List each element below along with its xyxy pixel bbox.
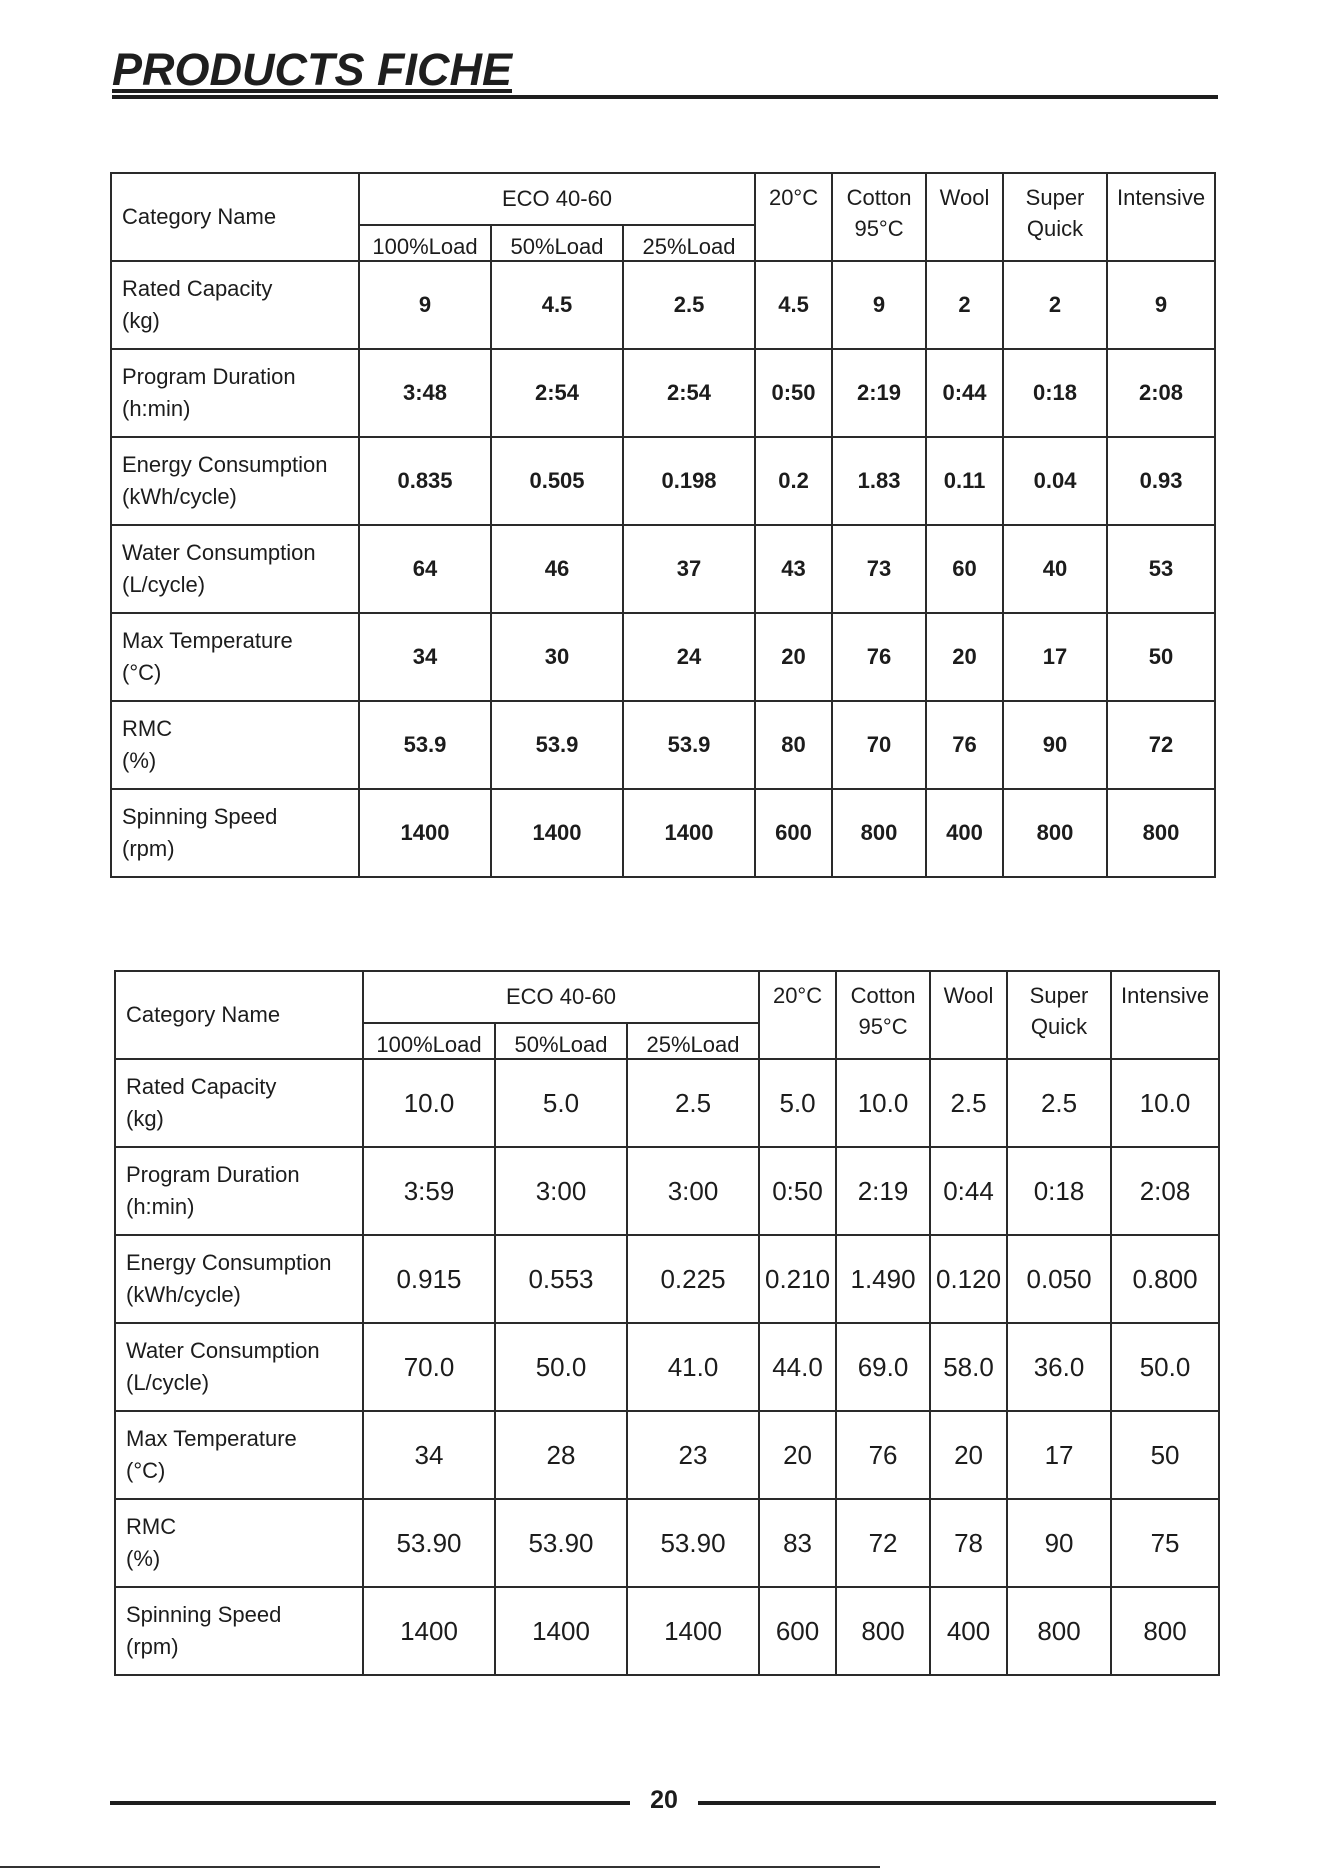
table-cell: 1400 [623,789,755,877]
table-cell: 2 [1003,261,1107,349]
table-row [115,1499,1219,1587]
row-label-line: (rpm) [126,1634,179,1659]
table-cell: 800 [832,789,926,877]
table-cell: 1400 [359,789,491,877]
table-cell: 58.0 [930,1323,1007,1411]
program-header [759,971,836,1059]
table-row [115,1059,1219,1147]
load-header: 100%Load [363,1023,495,1059]
footer-rule-right [698,1801,1216,1805]
row-label [111,349,359,437]
table-cell: 73 [832,525,926,613]
table-cell: 44.0 [759,1323,836,1411]
load-header: 50%Load [491,225,623,261]
table-row [115,1411,1219,1499]
row-label-line: RMC [122,716,173,741]
category-name-header: Category Name [111,173,359,261]
table-cell: 53.9 [623,701,755,789]
table-row [111,437,1215,525]
page-bottom-edge [0,1866,880,1868]
table-cell: 3:48 [359,349,491,437]
table-cell: 4.5 [491,261,623,349]
program-header-line: Cotton [846,185,912,210]
row-label-line: (%) [126,1546,161,1571]
table-row [111,525,1215,613]
table-cell: 2.5 [627,1059,759,1147]
table-cell: 43 [755,525,832,613]
table-cell: 5.0 [759,1059,836,1147]
program-header [832,173,926,261]
table-cell: 0.04 [1003,437,1107,525]
table-row [111,613,1215,701]
table-cell: 23 [627,1411,759,1499]
row-label-line: Water Consumption [122,540,316,565]
table-cell: 17 [1003,613,1107,701]
table-cell: 90 [1003,701,1107,789]
table-cell: 40 [1003,525,1107,613]
table-row [115,1235,1219,1323]
table-cell: 64 [359,525,491,613]
row-label-line: (kWh/cycle) [122,484,237,509]
table-cell: 53 [1107,525,1215,613]
category-name-header: Category Name [115,971,363,1059]
table-cell: 0.050 [1007,1235,1111,1323]
row-label-line: (°C) [122,660,162,685]
table-cell: 600 [759,1587,836,1675]
row-label-line: (%) [122,748,157,773]
program-header-line: Intensive [1121,983,1210,1008]
program-header-line: Quick [1026,216,1084,241]
table-cell: 1.83 [832,437,926,525]
table-cell: 36.0 [1007,1323,1111,1411]
row-label-line: (rpm) [122,836,175,861]
table-cell: 53.9 [359,701,491,789]
table-cell: 2:19 [836,1147,930,1235]
table-cell: 46 [491,525,623,613]
row-label [111,525,359,613]
table-cell: 10.0 [836,1059,930,1147]
row-label-line: Max Temperature [126,1426,297,1451]
row-label [115,1323,363,1411]
table-row [115,1147,1219,1235]
row-label-line: Spinning Speed [126,1602,282,1627]
table-cell: 76 [832,613,926,701]
table-cell: 0.93 [1107,437,1215,525]
table-row [111,789,1215,877]
program-header [926,173,1003,261]
table-cell: 37 [623,525,755,613]
table-cell: 0.210 [759,1235,836,1323]
row-label [115,1059,363,1147]
load-header: 25%Load [627,1023,759,1059]
table-cell: 2:08 [1107,349,1215,437]
program-header [930,971,1007,1059]
table-cell: 0.11 [926,437,1003,525]
table-cell: 41.0 [627,1323,759,1411]
program-header-line: 20°C [772,983,823,1008]
table-cell: 0.505 [491,437,623,525]
table-cell: 17 [1007,1411,1111,1499]
table-cell: 4.5 [755,261,832,349]
table-cell: 50.0 [1111,1323,1219,1411]
table-cell: 800 [1007,1587,1111,1675]
row-label-line: (kWh/cycle) [126,1282,241,1307]
program-header-line: Super [1029,983,1089,1008]
table-row [115,1587,1219,1675]
row-label-line: Spinning Speed [122,804,278,829]
program-header-line: 20°C [768,185,819,210]
products-fiche-table-1 [110,172,1216,878]
table-cell: 90 [1007,1499,1111,1587]
table-cell: 50 [1107,613,1215,701]
table-cell: 2 [926,261,1003,349]
program-header-line: 95°C [854,216,904,241]
eco-40-60-header: ECO 40-60 [363,971,759,1023]
table-cell: 34 [359,613,491,701]
table-cell: 1400 [363,1587,495,1675]
table-cell: 600 [755,789,832,877]
table-cell: 3:00 [627,1147,759,1235]
row-label-line: Program Duration [126,1162,300,1187]
table-cell: 5.0 [495,1059,627,1147]
table-cell: 800 [1111,1587,1219,1675]
table-cell: 10.0 [363,1059,495,1147]
table-cell: 0:50 [759,1147,836,1235]
footer-rule-left [110,1801,630,1805]
table-cell: 2:19 [832,349,926,437]
program-header-line: 95°C [858,1014,908,1039]
table-cell: 70 [832,701,926,789]
table-cell: 0.198 [623,437,755,525]
row-label-line: (L/cycle) [122,572,206,597]
row-label [111,261,359,349]
table-cell: 2.5 [623,261,755,349]
title-underline-rule [112,95,1218,99]
table-cell: 20 [759,1411,836,1499]
table-cell: 800 [1107,789,1215,877]
table-cell: 0.835 [359,437,491,525]
table-cell: 1400 [495,1587,627,1675]
table-cell: 50.0 [495,1323,627,1411]
table-cell: 10.0 [1111,1059,1219,1147]
table-cell: 30 [491,613,623,701]
program-header-line: Wool [943,983,994,1008]
program-header [1007,971,1111,1059]
table-cell: 2.5 [1007,1059,1111,1147]
program-header-line: Wool [939,185,990,210]
table-cell: 1400 [627,1587,759,1675]
table-cell: 9 [359,261,491,349]
table-cell: 0.800 [1111,1235,1219,1323]
program-header-line: Cotton [850,983,916,1008]
table-cell: 0:44 [926,349,1003,437]
table-row [111,701,1215,789]
table-cell: 2:54 [623,349,755,437]
table-cell: 76 [836,1411,930,1499]
table-cell: 400 [926,789,1003,877]
table-cell: 2.5 [930,1059,1007,1147]
row-label [115,1499,363,1587]
page-number: 20 [650,1786,678,1814]
table-cell: 0:44 [930,1147,1007,1235]
table-cell: 53.90 [495,1499,627,1587]
table-row [111,261,1215,349]
table-cell: 0:18 [1007,1147,1111,1235]
row-label-line: Max Temperature [122,628,293,653]
row-label-line: (L/cycle) [126,1370,210,1395]
table-cell: 0.553 [495,1235,627,1323]
table-cell: 50 [1111,1411,1219,1499]
table-cell: 76 [926,701,1003,789]
row-label [115,1587,363,1675]
table-cell: 80 [755,701,832,789]
table-cell: 53.90 [363,1499,495,1587]
table-cell: 70.0 [363,1323,495,1411]
row-label [115,1411,363,1499]
table-cell: 800 [836,1587,930,1675]
row-label-line: (h:min) [122,396,191,421]
table-cell: 20 [755,613,832,701]
table-cell: 3:00 [495,1147,627,1235]
table-cell: 20 [926,613,1003,701]
table-cell: 24 [623,613,755,701]
program-header [1107,173,1215,261]
program-header-line: Intensive [1117,185,1206,210]
table-cell: 28 [495,1411,627,1499]
row-label [111,701,359,789]
program-header [1111,971,1219,1059]
row-label-line: (kg) [126,1106,164,1131]
table-cell: 2:08 [1111,1147,1219,1235]
page-title: PRODUCTS FICHE [112,44,513,95]
table-cell: 800 [1003,789,1107,877]
table-row [115,1323,1219,1411]
load-header: 25%Load [623,225,755,261]
table-cell: 75 [1111,1499,1219,1587]
program-header [1003,173,1107,261]
load-header: 50%Load [495,1023,627,1059]
table-cell: 83 [759,1499,836,1587]
table-cell: 60 [926,525,1003,613]
table-cell: 0.915 [363,1235,495,1323]
row-label [115,1235,363,1323]
row-label-line: RMC [126,1514,177,1539]
row-label-line: Rated Capacity [122,276,273,301]
table-cell: 72 [1107,701,1215,789]
table-cell: 69.0 [836,1323,930,1411]
row-label [111,613,359,701]
row-label [115,1147,363,1235]
table-cell: 9 [832,261,926,349]
table-cell: 1.490 [836,1235,930,1323]
row-label-line: Water Consumption [126,1338,320,1363]
table-cell: 53.9 [491,701,623,789]
table-cell: 53.90 [627,1499,759,1587]
table-cell: 0.120 [930,1235,1007,1323]
row-label-line: Rated Capacity [126,1074,277,1099]
table-row [111,349,1215,437]
table-cell: 0:18 [1003,349,1107,437]
table-cell: 20 [930,1411,1007,1499]
products-fiche-table-2 [114,970,1220,1676]
row-label-line: Energy Consumption [126,1250,332,1275]
table-cell: 0.2 [755,437,832,525]
table-cell: 72 [836,1499,930,1587]
program-header [836,971,930,1059]
program-header-line: Super [1025,185,1085,210]
program-header [755,173,832,261]
table-cell: 0:50 [755,349,832,437]
table-cell: 34 [363,1411,495,1499]
table-cell: 1400 [491,789,623,877]
row-label [111,789,359,877]
program-header-line: Quick [1030,1014,1088,1039]
table-cell: 78 [930,1499,1007,1587]
row-label-line: Energy Consumption [122,452,328,477]
eco-40-60-header: ECO 40-60 [359,173,755,225]
table-cell: 3:59 [363,1147,495,1235]
row-label-line: (h:min) [126,1194,195,1219]
table-cell: 9 [1107,261,1215,349]
row-label-line: (kg) [122,308,160,333]
table-cell: 2:54 [491,349,623,437]
table-cell: 0.225 [627,1235,759,1323]
table-cell: 400 [930,1587,1007,1675]
row-label-line: (°C) [126,1458,166,1483]
row-label [111,437,359,525]
row-label-line: Program Duration [122,364,296,389]
load-header: 100%Load [359,225,491,261]
